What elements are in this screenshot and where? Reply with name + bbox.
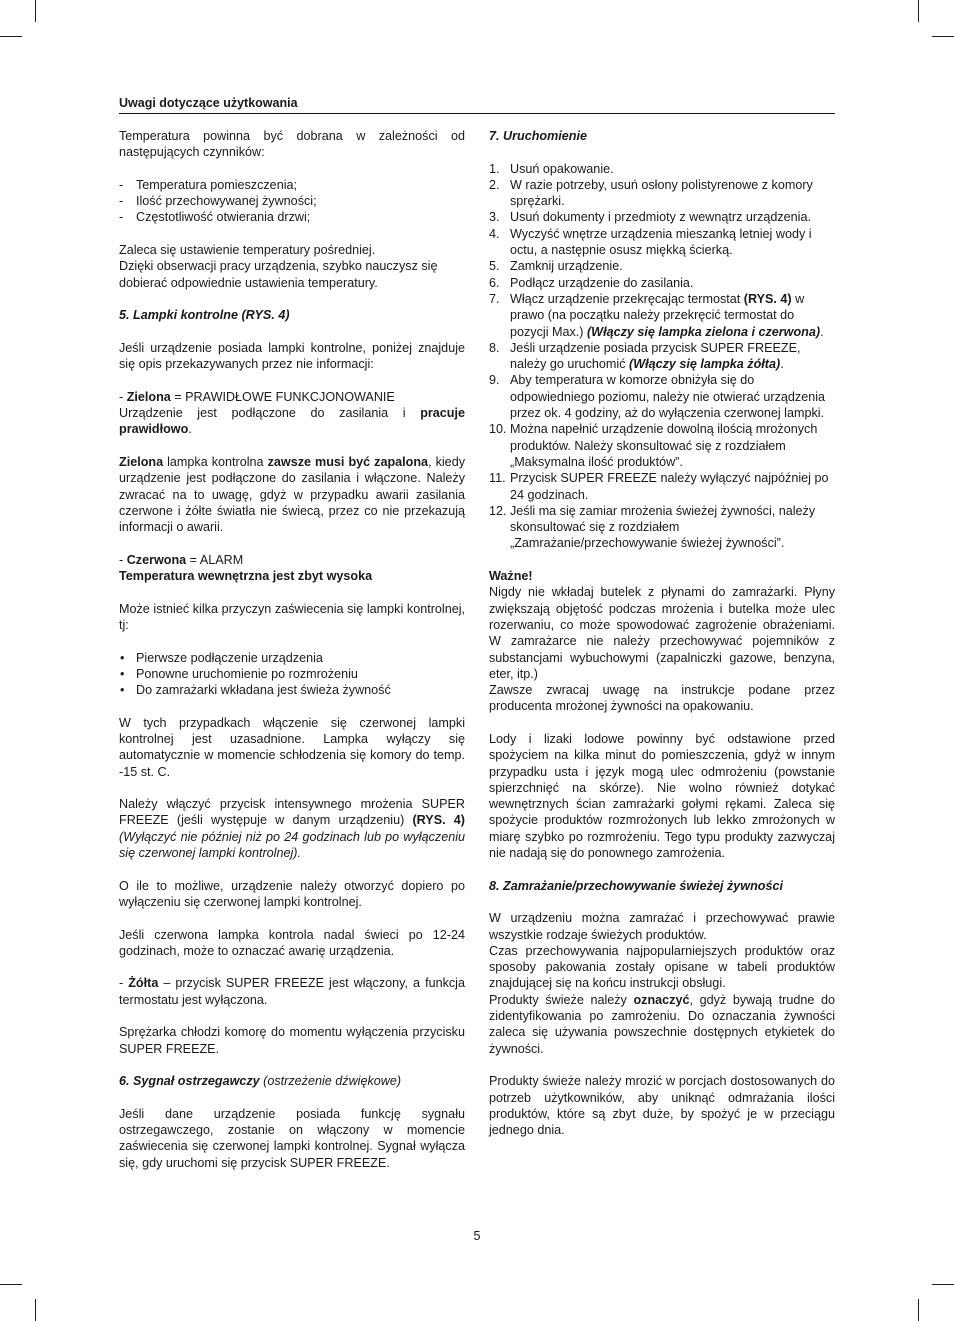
ice-cream-text: Lody i lizaki lodowe powinny być odstawione przed spożyciem na kilka minut do pomieszczenia, gdyż w innym przypadku usta i język mogą ulec odmrożeniu (powstanie spierzchnięć na skórze). Nie wolno również dotykać wewnętrznych ścian zamrażarki gołymi rękami. Zaleca się spożycie produktów rozmrożonych lub lekko zmrożonych w miarę szybko po rozmrożeniu. Tego typu produkty zazwyczaj nie nadają się do ponownego zamrożenia. xyxy=(489,731,835,861)
red-heading: - Czerwona = ALARM xyxy=(119,552,244,567)
intro-text: Temperatura powinna być dobrana w zależności od następujących czynników: xyxy=(119,129,465,160)
green-note: Zielona lampka kontrolna zawsze musi być zapalona, kiedy urządzenie jest podłączone do zasilania i włączone. Należy zwracać na to uwagę, gdyż w przypadku awarii zasilania czerwone i żółte światła nie świecą, przez co nie przekazują informacji o awarii. xyxy=(119,454,465,535)
freeze-text-2: Czas przechowywania najpopularniejszych produktów oraz sposoby pakowania zostały opisane w tabeli produktów znajdującej się na końcu instrukcji obsługi. xyxy=(489,943,835,991)
crop-mark xyxy=(35,0,36,22)
section-6-text: Jeśli dane urządzenie posiada funkcję sygnału ostrzegawczego, zostanie on włączony w momencie zaświecenia się czerwonej lampki kontrolnej. Sygnał wyłącza się, gdy uruchomi się przycisk SUPER FREEZE. xyxy=(119,1106,465,1170)
list-item: • Pierwsze podłączenie urządzenia xyxy=(119,650,465,666)
list-item: 3. Usuń dokumenty i przedmioty z wewnątrz urządzenia. xyxy=(489,210,811,225)
page-header: Uwagi dotyczące użytkowania xyxy=(119,96,835,114)
recommend-text: Zaleca się ustawienie temperatury pośredniej. xyxy=(119,243,376,258)
important-title: Ważne! xyxy=(489,569,533,584)
page-number: 5 xyxy=(473,1229,481,1243)
startup-steps xyxy=(489,161,835,552)
left-column xyxy=(119,128,465,1187)
list-item: 10. Można napełnić urządzenie dowolną ilością mrożonych produktów. Należy skonsultować się z rozdziałem „Maksymalna ilość produktów”. xyxy=(489,422,818,469)
portions-text: Produkty świeże należy mrozić w porcjach dostosowanych do potrzeb użytkowników, aby uniknąć odmrażania ilości produktów, które są zbyt duże, by spożyć je w przeciągu jednego dnia. xyxy=(489,1074,835,1138)
list-item: - Ilość przechowywanej żywności; xyxy=(119,193,465,209)
compressor-text: Sprężarka chłodzi komorę do momentu wyłączenia przycisku SUPER FREEZE. xyxy=(119,1025,465,1056)
right-column xyxy=(489,128,835,1155)
crop-mark xyxy=(0,1284,22,1285)
important-text: Nigdy nie wkładaj butelek z płynami do zamrażarki. Płyny zwiększają objętość podczas mrożenia i butelka może ulec rozerwaniu, co może spowodować zagrożenie obrażeniami. W zamrażarce nie należy przechowywać pojemników z substancjami wybuchowymi (zapalniczki gazowe, benzyna, eter, itp.) xyxy=(489,585,835,681)
section-6-title: 6. Sygnał ostrzegawczy (ostrzeżenie dźwiękowe) xyxy=(119,1074,402,1089)
list-item: 8. Jeśli urządzenie posiada przycisk SUPER FREEZE, należy go uruchomić (Włączy się lampka żółta). xyxy=(489,340,801,372)
section-8-title: 8. Zamrażanie/przechowywanie świeżej żywności xyxy=(489,878,783,893)
factor-list xyxy=(119,177,465,226)
list-item: • Do zamrażarki wkładana jest świeża żywność xyxy=(119,682,465,698)
list-item: - Częstotliwość otwierania drzwi; xyxy=(119,209,465,225)
crop-mark xyxy=(35,1299,36,1321)
open-door-text: O ile to możliwe, urządzenie należy otworzyć dopiero po wyłączeniu się czerwonej lampki kontrolnej. xyxy=(119,878,465,909)
crop-mark xyxy=(918,1299,919,1321)
list-item: 1. Usuń opakowanie. xyxy=(489,161,614,176)
section-5-intro: Jeśli urządzenie posiada lampki kontrolne, poniżej znajduje się opis przekazywanych przez nie informacji: xyxy=(119,340,465,372)
fault-text: Jeśli czerwona lampka kontrola nadal świeci po 12-24 godzinach, może to oznaczać awarię urządzenia. xyxy=(119,927,465,958)
red-justified-text: W tych przypadkach włączenie się czerwonej lampki kontrolnej jest uzasadnione. Lampka wyłączy się automatycznie w momencie schłodzenia się komory do temp. -15 st. C. xyxy=(119,715,465,779)
yellow-text: - Żółta – przycisk SUPER FREEZE jest włączony, a funkcja termostatu jest wyłączona. xyxy=(119,976,465,1007)
crop-mark xyxy=(932,1284,954,1285)
red-subheading: Temperatura wewnętrzna jest zbyt wysoka xyxy=(119,569,373,584)
list-item: 5. Zamknij urządzenie. xyxy=(489,259,623,274)
intensive-freeze-text: Należy włączyć przycisk intensywnego mrożenia SUPER FREEZE (jeśli występuje w danym urządzeniu) (RYS. 4) (Wyłączyć nie później niż po 24 godzinach lub po wyłączeniu się czerwonej lampki kontrolnej). xyxy=(119,797,465,861)
instructions-text: Zawsze zwracaj uwagę na instrukcje podane przez producenta mrożonej żywności na opakowaniu. xyxy=(489,683,835,714)
freeze-text-1: W urządzeniu można zamrażać i przechowywać prawie wszystkie rodzaje świeżych produktów. xyxy=(489,911,835,942)
freeze-text-3: Produkty świeże należy oznaczyć, gdyż bywają trudne do zidentyfikowania po zamrożeniu. Do oznaczania żywności zaleca się używania powszechnie dostępnych etykietek do żywności. xyxy=(489,992,835,1056)
list-item: 12. Jeśli ma się zamiar mrożenia świeżej żywności, należy skonsultować się z rozdziałem „Zamrażanie/przechowywanie świeżej żywności”. xyxy=(489,503,816,551)
list-item: 6. Podłącz urządzenie do zasilania. xyxy=(489,275,694,290)
green-heading: - Zielona = PRAWIDŁOWE FUNKCJONOWANIE xyxy=(119,389,395,404)
list-item: 7. Włącz urządzenie przekręcając termostat (RYS. 4) w prawo (na początku należy przekręcić termostat do pozycji Max.) (Włączy się lampka zielona i czerwona). xyxy=(489,291,824,339)
list-item: 9. Aby temperatura w komorze obniżyła się do odpowiedniego poziomu, należy nie otwierać urządzenia przez ok. 4 godziny, aż do wyłączenia czerwonej lampki. xyxy=(489,373,826,421)
crop-mark xyxy=(932,36,954,37)
section-7-title: 7. Uruchomienie xyxy=(489,129,587,143)
list-item: - Temperatura pomieszczenia; xyxy=(119,177,465,193)
green-description: Urządzenie jest podłączone do zasilania i pracuje prawidłowo. xyxy=(119,406,465,437)
crop-mark xyxy=(0,36,22,37)
list-item: 11. Przycisk SUPER FREEZE należy wyłączyć najpóźniej po 24 godzinach. xyxy=(489,471,829,502)
list-item: 2. W razie potrzeby, usuń osłony polistyrenowe z komory sprężarki. xyxy=(489,177,813,209)
crop-mark xyxy=(918,0,919,22)
list-item: • Ponowne uruchomienie po rozmrożeniu xyxy=(119,666,465,682)
section-5-title: 5. Lampki kontrolne (RYS. 4) xyxy=(119,308,290,323)
list-item: 4. Wyczyść wnętrze urządzenia mieszanką letniej wody i octu, a następnie osusz miękką ścierką. xyxy=(489,226,812,258)
causes-list xyxy=(119,650,465,699)
causes-intro: Może istnieć kilka przyczyn zaświecenia się lampki kontrolnej, tj: xyxy=(119,601,465,632)
observe-text: Dzięki obserwacji pracy urządzenia, szybko nauczysz się dobierać odpowiednie ustawienia temperatury. xyxy=(119,259,438,290)
